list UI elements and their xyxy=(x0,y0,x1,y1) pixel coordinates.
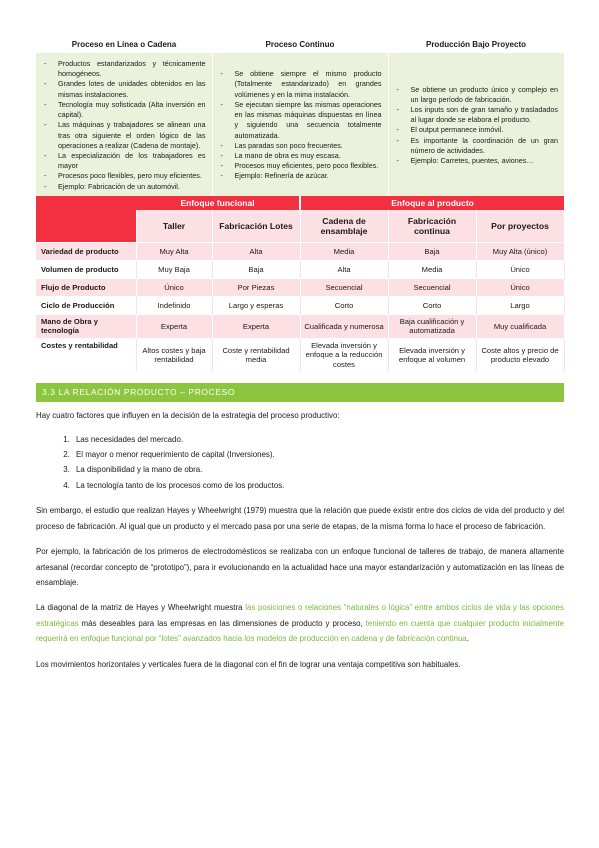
table-cell: Muy Baja xyxy=(136,260,212,278)
table-cell: Media xyxy=(300,242,388,260)
table-cell: Muy Alta (único) xyxy=(476,242,564,260)
list-item: - Ejemplo: Carretes, puentes, aviones… xyxy=(395,156,559,166)
group-enfoque-funcional: Enfoque funcional xyxy=(136,196,300,210)
table-row xyxy=(36,260,564,278)
text-run: más deseables para las empresas en las dimensiones de producto y proceso, xyxy=(78,618,366,628)
list-item: - La especialización de los trabajadores es mayor xyxy=(42,151,206,171)
header-proceso-continuo: Proceso Continuo xyxy=(212,36,388,53)
table-cell: Coste y rentabilidad media xyxy=(212,338,300,371)
table-cell: Baja xyxy=(388,242,476,260)
row-label: Costes y rentabilidad xyxy=(36,338,136,371)
highlighted-text: las posiciones o relaciones “naturales o lógica” entre ambos ciclos de vida y las opciones estratégicas xyxy=(36,603,564,628)
list-item: - La mano de obra es muy escasa. xyxy=(219,151,382,161)
row-label: Ciclo de Producción xyxy=(36,296,136,314)
row-label: Flujo de Producto xyxy=(36,278,136,296)
group-enfoque-producto: Enfoque al producto xyxy=(300,196,564,210)
table-row xyxy=(36,296,564,314)
table-cell: Alta xyxy=(300,260,388,278)
table-cell: Único xyxy=(476,278,564,296)
table-row xyxy=(36,338,564,371)
table-cell: Largo y esperas xyxy=(212,296,300,314)
table-cell: Cualificada y numerosa xyxy=(300,314,388,338)
text-run: . xyxy=(466,634,469,644)
table-cell: Por Piezas xyxy=(212,278,300,296)
table-cell: Corto xyxy=(388,296,476,314)
row-label: Variedad de producto xyxy=(36,242,136,260)
table-cell: Experta xyxy=(212,314,300,338)
process-matrix-table xyxy=(36,196,565,371)
paragraph-hayes: Sin embargo, el estudio que realizan Hayes y Wheelwright (1979) muestra que la relación que puede existir entre dos ciclos de vida del producto y del proceso de fabricación. Al igual que un producto y el mercado pasa por una serie de etapas, de la misma forma lo hace el proceso de fabricación. xyxy=(36,506,564,531)
list-item: - Los inputs son de gran tamaño y trasladados al lugar donde se elabora el producto. xyxy=(395,105,559,125)
list-item: - Las paradas son poco frecuentes. xyxy=(219,141,382,151)
table-cell: Secuencial xyxy=(300,278,388,296)
text-run: La diagonal de la matriz de Hayes y Wheelwright muestra xyxy=(36,603,246,613)
row-label: Volumen de producto xyxy=(36,260,136,278)
process-comparison-table xyxy=(36,36,564,196)
table-cell: Baja cualificación y automatizada xyxy=(388,314,476,338)
list-item: 2. El mayor o menor requerimiento de capital (Inversiones). xyxy=(72,447,564,462)
table-cell: Muy cualificada xyxy=(476,314,564,338)
intro-paragraph: Hay cuatro factores que influyen en la decisión de la estrategia del proceso productivo: xyxy=(36,411,340,421)
highlighted-text: teniendo en cuenta que cualquier producto inicialmente requerirá en enfoque funcional por “lotes” avanzados hacia los modelos de producción en cadena y de fabricación continua xyxy=(36,618,564,644)
table-cell: Baja xyxy=(212,260,300,278)
list-item: 1. Las necesidades del mercado. xyxy=(72,432,564,447)
row-label: Mano de Obra y tecnología xyxy=(36,314,136,338)
table-cell: Coste altos y precio de producto elevado xyxy=(476,338,564,371)
list-item: - Procesos poco flexibles, pero muy eficientes. xyxy=(42,171,206,181)
list-item: 3. La disponibilidad y la mano de obra. xyxy=(72,462,564,477)
list-item: - Ejemplo: Fabricación de un automóvil. xyxy=(42,182,206,192)
table-cell: Único xyxy=(136,278,212,296)
column-header: Por proyectos xyxy=(476,210,564,243)
table-cell: Experta xyxy=(136,314,212,338)
column-header: Cadena de ensamblaje xyxy=(300,210,388,243)
paragraph-movements: Los movimientos horizontales y verticales fuera de la diagonal con el fin de lograr una ventaja competitiva son habituales. xyxy=(36,659,461,669)
column-header: Taller xyxy=(136,210,212,243)
factors-list xyxy=(36,432,564,494)
table-cell: Elevada inversión y enfoque a la reducción costes xyxy=(300,338,388,371)
table-cell: Corto xyxy=(300,296,388,314)
col-linea-cadena xyxy=(36,53,212,196)
table-cell: Elevada inversión y enfoque al volumen xyxy=(388,338,476,371)
list-item: - Tecnología muy sofisticada (Alta inversión en capital). xyxy=(42,100,206,120)
table-cell: Muy Alta xyxy=(136,242,212,260)
section-body xyxy=(36,408,564,672)
list-item: - Se obtiene un producto único y complejo en un largo período de fabricación. xyxy=(395,85,559,105)
paragraph-diagonal xyxy=(36,600,564,646)
table-cell: Único xyxy=(476,260,564,278)
header-bajo-proyecto: Producción Bajo Proyecto xyxy=(388,36,564,53)
table-cell: Indefinido xyxy=(136,296,212,314)
table-cell: Secuencial xyxy=(388,278,476,296)
list-item: - Es importante la coordinación de un gran número de actividades. xyxy=(395,136,559,156)
list-item: - Las máquinas y trabajadores se alinean una tras otra siguiente el orden lógico de las operaciones a realizar (Cadena de montaje). xyxy=(42,120,206,151)
list-item: - Se obtiene siempre el mismo producto (Totalmente estandarizado) en grandes volúmenes y en la mima instalación. xyxy=(219,69,382,100)
col-proceso-continuo xyxy=(212,53,388,196)
column-header: Fabricación continua xyxy=(388,210,476,243)
header-linea-cadena: Proceso en Línea o Cadena xyxy=(36,36,212,53)
table-cell: Altos costes y baja rentabilidad xyxy=(136,338,212,371)
table-cell: Alta xyxy=(212,242,300,260)
list-item: - Productos estandarizados y técnicamente homogéneos. xyxy=(42,59,206,79)
table-cell: Media xyxy=(388,260,476,278)
document-page xyxy=(36,36,564,672)
table-cell: Largo xyxy=(476,296,564,314)
table-row xyxy=(36,278,564,296)
list-item: - Grandes lotes de unidades obtenidos en las mismas instalaciones. xyxy=(42,79,206,99)
paragraph-example: Por ejemplo, la fabricación de los primeros de electrodomésticos se realizaba con un enfoque funcional de talleres de trabajo, de manera altamente artesanal (recordar concepto de “prototipo”), para ir evolucionando en la actualidad hace una mayor estandarización y automatización en las líneas de ensamblaje. xyxy=(36,547,564,587)
matrix-corner xyxy=(36,210,136,243)
list-item: - Se ejecutan siempre las mismas operaciones en las mismas máquinas dispuestas en línea y siguiendo una secuencia totalmente automatizada. xyxy=(219,100,382,141)
table-row xyxy=(36,314,564,338)
list-item: - Procesos muy eficientes, pero poco flexibles. xyxy=(219,161,382,171)
col-bajo-proyecto xyxy=(388,53,564,196)
list-item: - Ejemplo: Refinería de azúcar. xyxy=(219,171,382,181)
list-item: 4. La tecnología tanto de los procesos como de los productos. xyxy=(72,478,564,493)
matrix-corner-top xyxy=(36,196,136,210)
table-row xyxy=(36,242,564,260)
column-header: Fabricación Lotes xyxy=(212,210,300,243)
section-heading: 3.3 LA RELACIÓN PRODUCTO – PROCESO xyxy=(36,383,564,402)
list-item: - El output permanece inmóvil. xyxy=(395,125,559,135)
